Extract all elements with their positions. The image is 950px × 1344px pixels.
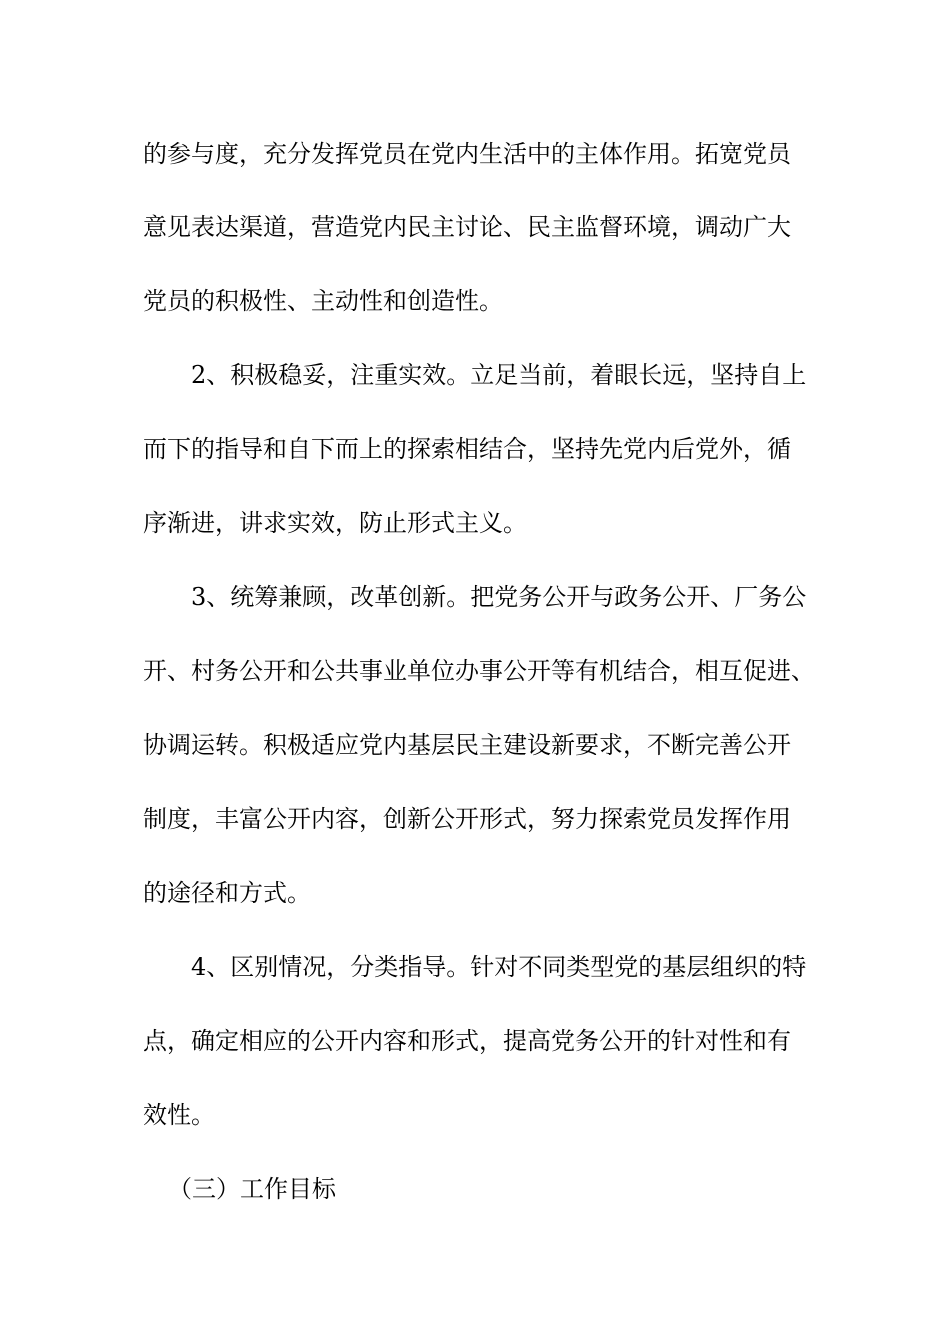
text-line-11: 的途径和方式。 [143, 879, 311, 907]
text-line-14: 效性。 [143, 1101, 215, 1129]
text-line-5: 而下的指导和自下而上的探索相结合，坚持先党内后党外，循 [143, 435, 791, 463]
text-line-9: 协调运转。积极适应党内基层民主建设新要求，不断完善公开 [143, 731, 791, 759]
text-line-2: 意见表达渠道，营造党内民主讨论、民主监督环境，调动广大 [143, 213, 791, 241]
text-line-1: 的参与度，充分发挥党员在党内生活中的主体作用。拓宽党员 [143, 140, 791, 168]
text-line-7: 3、统筹兼顾，改革创新。把党务公开与政务公开、厂务公 [191, 583, 807, 611]
text-line-10: 制度，丰富公开内容，创新公开形式，努力探索党员发挥作用 [143, 805, 791, 833]
text-line-8: 开、村务公开和公共事业单位办事公开等有机结合，相互促进、 [143, 657, 815, 685]
text-line-3: 党员的积极性、主动性和创造性。 [143, 287, 503, 315]
text-line-12: 4、区别情况，分类指导。针对不同类型党的基层组织的特 [191, 953, 807, 981]
text-line-13: 点，确定相应的公开内容和形式，提高党务公开的针对性和有 [143, 1027, 791, 1055]
text-line-6: 序渐进，讲求实效，防止形式主义。 [143, 509, 527, 537]
section-heading: （三）工作目标 [168, 1175, 336, 1203]
text-line-4: 2、积极稳妥，注重实效。立足当前，着眼长远，坚持自上 [191, 361, 807, 389]
